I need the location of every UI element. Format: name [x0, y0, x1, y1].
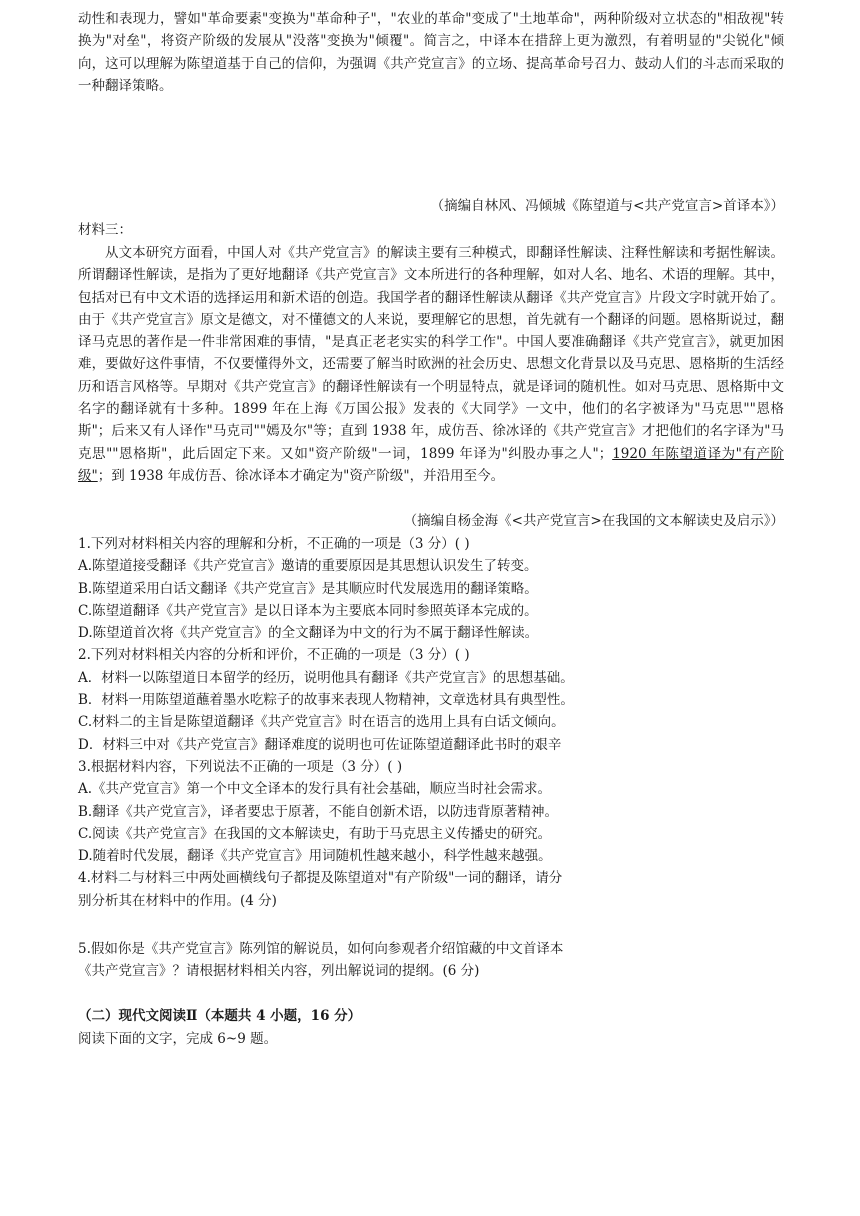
material-3-label: 材料三： — [78, 222, 132, 238]
material-3-underlined-sentence: 1920 年陈望道译为"有产阶级" — [78, 445, 784, 484]
question-1-option-d: D.陈望道首次将《共产党宣言》的全文翻译为中文的行为不属于翻译性解读。 — [78, 625, 539, 642]
material-3-text — [78, 242, 784, 487]
question-1-stem: 1.下列对材料相关内容的理解和分析，不正确的一项是（3 分）( ) — [78, 536, 470, 552]
question-4-line-2: 别分析其在材料中的作用。(4 分) — [78, 892, 277, 909]
question-3-stem: 3.根据材料内容，下列说法不正确的一项是（3 分）( ) — [78, 758, 403, 775]
question-1-option-c: C.陈望道翻译《共产党宣言》是以日译本为主要底本同时参照英译本完成的。 — [78, 602, 538, 619]
question-5-line-1: 5.假如你是《共产党宣言》陈列馆的解说员，如何向参观者介绍馆藏的中文首译本 — [78, 941, 564, 957]
question-1-option-b: B.陈望道采用白话文翻译《共产党宣言》是其顺应时代发展选用的翻译策略。 — [78, 580, 538, 597]
question-5-line-2: 《共产党宣言》？请根据材料相关内容，列出解说词的提纲。(6 分) — [78, 963, 480, 980]
question-2-stem: 2.下列对材料相关内容的分析和评价，不正确的一项是（3 分）( ) — [78, 647, 470, 664]
question-3-option-d: D.随着时代发展，翻译《共产党宣言》用词随机性越来越小，科学性越来越强。 — [78, 848, 552, 865]
question-2-option-c: C.材料二的主旨是陈望道翻译《共产党宣言》时在语言的选用上具有白话文倾向。 — [78, 714, 565, 731]
question-2-option-a: A．材料一以陈望道日本留学的经历，说明他具有翻译《共产党宣言》的思想基础。 — [78, 669, 574, 686]
material-3-text-b: ；到 1938 年成仿吾、徐冰译本才确定为"资产阶级"，并沿用至今。 — [97, 467, 505, 484]
question-1 — [78, 533, 784, 912]
question-1-option-a: A.陈望道接受翻译《共产党宣言》邀请的重要原因是其思想认识发生了转变。 — [78, 558, 538, 575]
material-3-text-a: 从文本研究方面看，中国人对《共产党宣言》的解读主要有三种模式，即翻译性解读、注释性解读和考据性解读。所谓翻译性解读，是指为了更好地翻译《共产党宣言》文本所进行的各种理解，如对人名、地名、术语的理解。其中，包括对已有中文术语的选择运用和新术语的创造。我国学者的翻译性解读从翻译《共产党宣言》片段文字时就开始了。由于《共产党宣言》原文是德文，对不懂德文的人来说，要理解它的思想，首先就有一个翻译的问题。恩格斯说过，翻译马克思的著作是一件非常困难的事情，"是真正老老实实的科学工作"。中国人要准确翻译《共产党宣言》，就更加困难，要做好这件事情，不仅要懂得外文，还需要了解当时欧洲的社会历史、思想文化背景以及马克思、恩格斯的生活经历和语言风格等。早期对《共产党宣言》的翻译性解读有一个明显特点，就是译词的随机性。如对马克思、恩格斯中文名字的翻译就有十多种。1899 年在上海《万国公报》发表的《大同学》一文中，他们的名字被译为"马克思""恩格斯"；后来又有人译作"马克司""嫣及尔"等；直到 1938 年，成仿吾、徐冰译的《共产党宣言》才把他们的名字译为"马克思""恩格斯"，此后固定下来。又如"资产阶级"一词，1899 年译为"纠股办事之人"； — [78, 245, 784, 462]
question-3-option-a: A.《共产党宣言》第一个中文全译本的发行具有社会基础，顺应当时社会需求。 — [78, 781, 552, 798]
question-3-option-b: B.翻译《共产党宣言》，译者要忠于原著，不能自创新术语，以防违背原著精神。 — [78, 803, 558, 820]
question-2-option-d: D．材料三中对《共产党宣言》翻译难度的说明也可佐证陈望道翻译此书时的艰辛 — [78, 736, 562, 753]
material-3-source: （摘编自杨金海《<共产党宣言>在我国的文本解读史及启示》） — [403, 513, 784, 529]
question-5 — [78, 938, 784, 983]
section-2-title: （二）现代文阅读Ⅱ（本题共 4 小题，16 分） — [78, 1008, 362, 1024]
material-2-source: （摘编自林风、冯倾城《陈望道与<共产党宣言>首译本》） — [430, 198, 784, 214]
question-3-option-c: C.阅读《共产党宣言》在我国的文本解读史，有助于马克思主义传播史的研究。 — [78, 825, 552, 842]
question-2-option-b: B．材料一用陈望道蘸着墨水吃粽子的故事来表现人物精神，文章选材具有典型性。 — [78, 692, 574, 709]
section-2-instruction: 阅读下面的文字，完成 6~9 题。 — [78, 1031, 278, 1047]
question-4-line-1: 4.材料二与材料三中两处画横线句子都提及陈望道对"有产阶级"一词的翻译，请分 — [78, 870, 563, 887]
material-2-tail: 动性和表现力，譬如"革命要素"变换为"革命种子"，"农业的革命"变成了"土地革命"，两种阶级对立状态的"相敌视"转换为"对垒"，将资产阶级的发展从"没落"变换为"倾覆"。简言之，中译本在措辞上更为激烈，有着明显的"尖锐化"倾向，这可以理解为陈望道基于自己的信仰，为强调《共产党宣言》的立场、提高革命号召力、鼓动人们的斗志而采取的一种翻译策略。 — [78, 11, 784, 94]
